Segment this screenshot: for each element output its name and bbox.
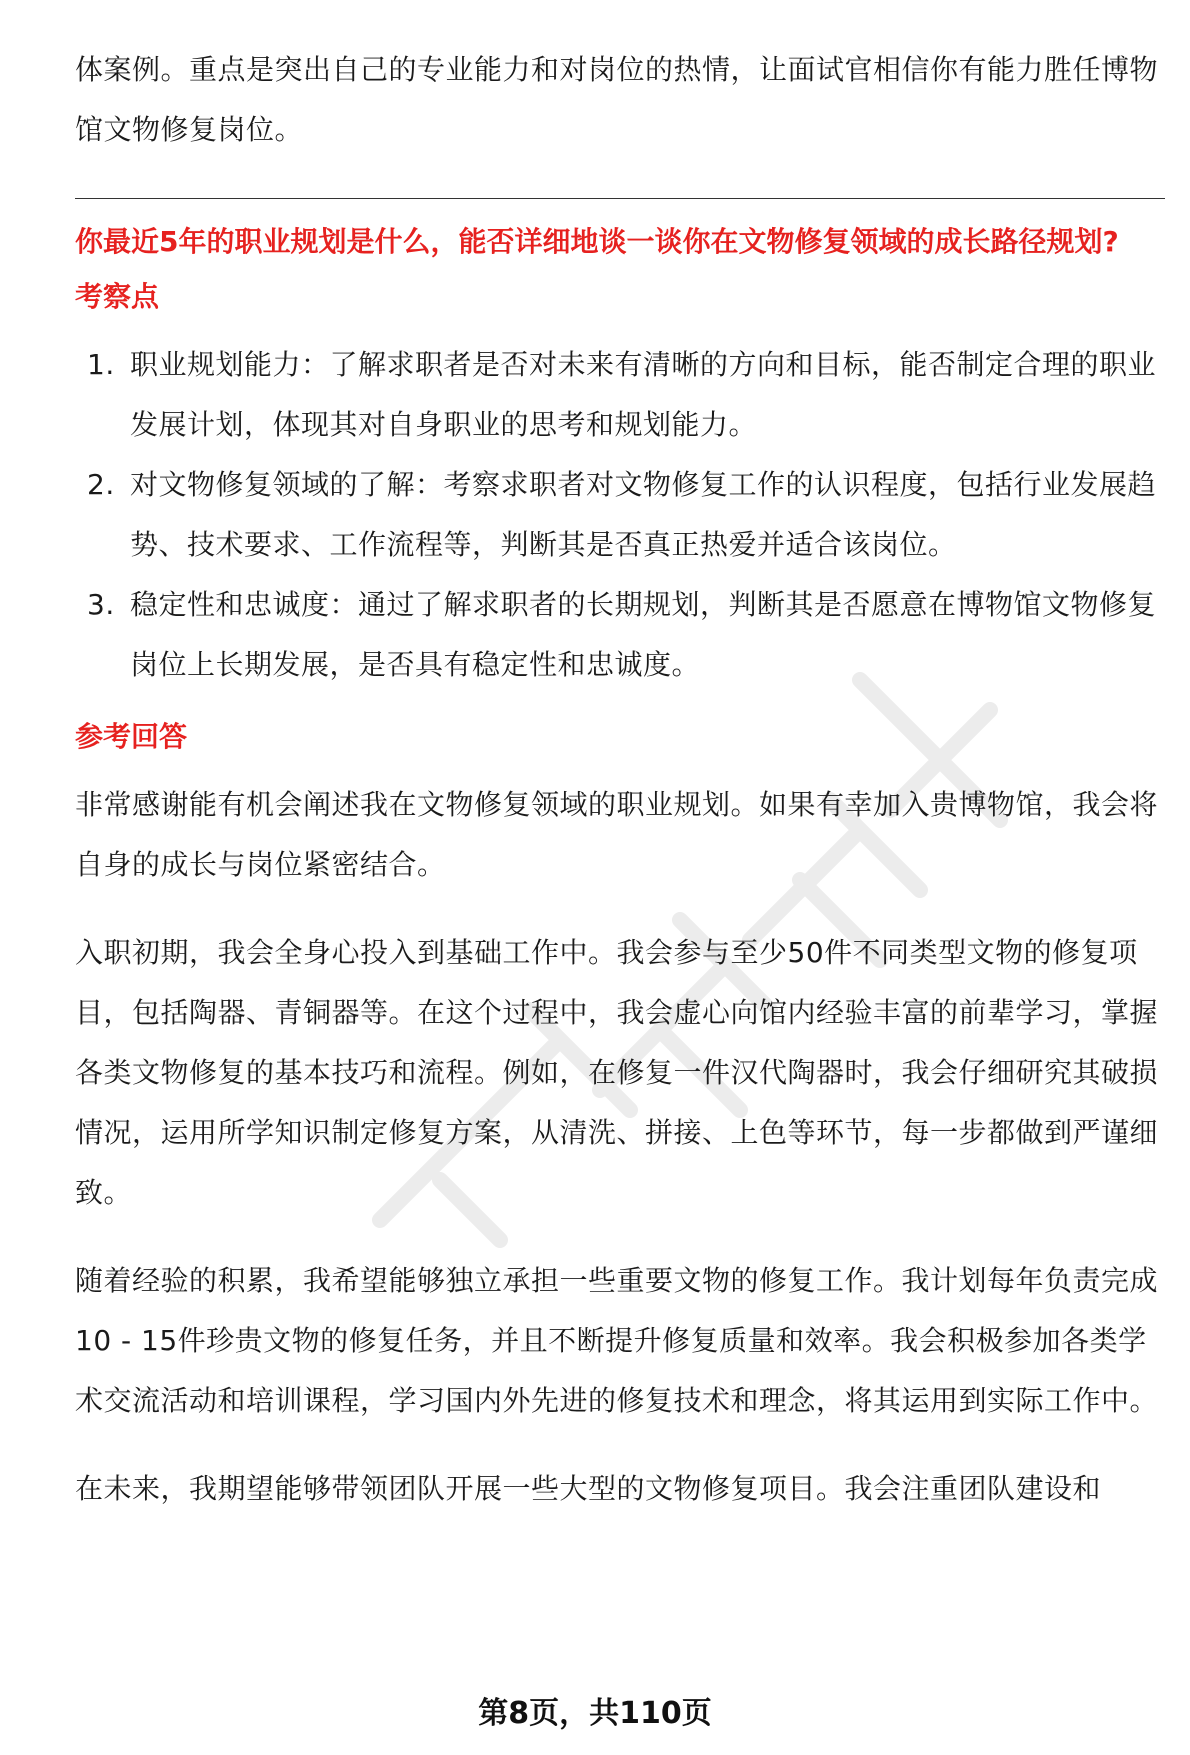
page-number-footer: 第8页，共110页 [478,1696,712,1731]
answer-heading: 参考回答 [75,720,188,753]
list-item [75,335,1165,455]
list-item-number: 2. [87,468,115,501]
answer-paragraph: 非常感谢能有机会阐述我在文物修复领域的职业规划。如果有幸加入贵博物馆，我会将自身的成长与岗位紧密结合。 [75,788,1159,881]
list-item-text: 稳定性和忠诚度：通过了解求职者的长期规划，判断其是否愿意在博物馆文物修复岗位上长期发展，是否具有稳定性和忠诚度。 [130,588,1157,681]
answer-paragraph: 随着经验的积累，我希望能够独立承担一些重要文物的修复工作。我计划每年负责完成10 - 15件珍贵文物的修复任务，并且不断提升修复质量和效率。我会积极参加各类学术交流活动和培训课程，学习国内外先进的修复技术和理念，将其运用到实际工作中。 [75,1264,1159,1417]
assessment-points-list [75,335,1165,695]
list-item-number: 1. [87,348,115,381]
answer-paragraph: 入职初期，我会全身心投入到基础工作中。我会参与至少50件不同类型文物的修复项目，包括陶器、青铜器等。在这个过程中，我会虚心向馆内经验丰富的前辈学习，掌握各类文物修复的基本技巧和流程。例如，在修复一件汉代陶器时，我会仔细研究其破损情况，运用所学知识制定修复方案，从清洗、拼接、上色等环节，每一步都做到严谨细致。 [75,936,1159,1209]
list-item-number: 3. [87,588,115,621]
list-item-text: 对文物修复领域的了解：考察求职者对文物修复工作的认识程度，包括行业发展趋势、技术要求、工作流程等，判断其是否真正热爱并适合该岗位。 [130,468,1157,561]
question-heading: 你最近5年的职业规划是什么，能否详细地谈一谈你在文物修复领域的成长路径规划? [75,225,1119,258]
answer-paragraph: 在未来，我期望能够带领团队开展一些大型的文物修复项目。我会注重团队建设和 [75,1472,1102,1505]
intro-paragraph-tail: 体案例。重点是突出自己的专业能力和对岗位的热情，让面试官相信你有能力胜任博物馆文物修复岗位。 [75,53,1159,146]
list-item [75,455,1165,575]
list-item [75,575,1165,695]
document-page [75,40,1165,1519]
list-item-text: 职业规划能力：了解求职者是否对未来有清晰的方向和目标，能否制定合理的职业发展计划，体现其对自身职业的思考和规划能力。 [130,348,1157,441]
section-divider [75,198,1165,199]
points-heading: 考察点 [75,280,160,313]
